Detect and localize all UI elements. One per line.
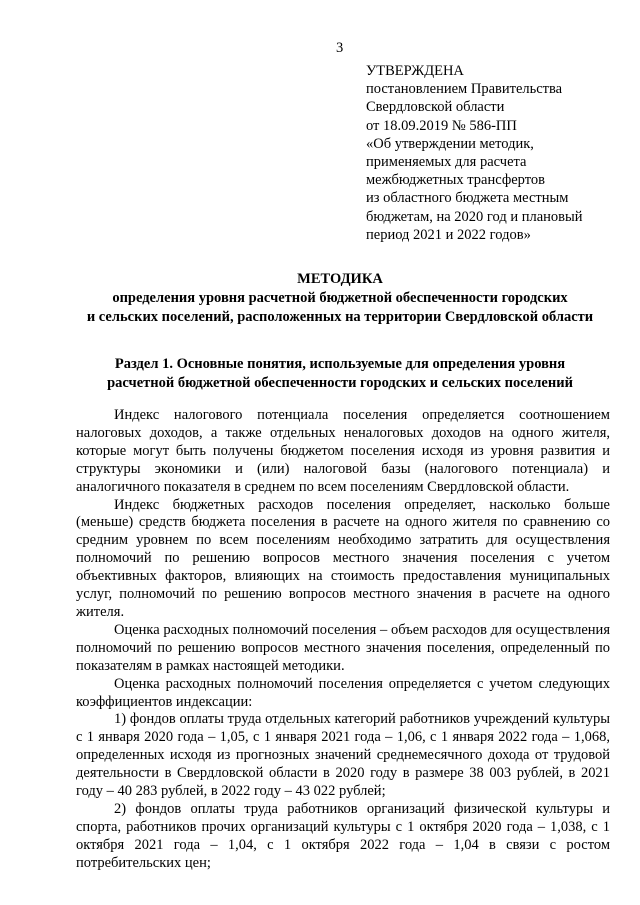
approval-line: Свердловской области (366, 99, 505, 116)
paragraph: Индекс налогового потенциала поселения определяется соотношением налоговых доходов, а также отдельных неналоговых доходов на одного жителя, которые могут быть получены бюджетом поселения исходя из уровня развития и структуры экономики и (или) налоговой базы (налогового потенциала) и аналогичного показателя в среднем по всем поселениям Свердловской области. (76, 407, 610, 495)
title-line: и сельских поселений, расположенных на территории Свердловской области (86, 309, 594, 325)
paragraph: 1) фондов оплаты труда отдельных категорий работников учреждений культуры с 1 января 2020 года – 1,05, с 1 января 2021 года – 1,06, с 1 января 2022 года – 1,068, определенных исходя из прогнозных значений среднемесячного дохода от трудовой деятельности в Свердловской области в 2020 году в размере 38 003 рублей, в 2021 году – 40 283 рублей, в 2022 году – 43 022 рублей; (76, 711, 610, 800)
section-line: Раздел 1. Основные понятия, используемые для определения уровня (114, 356, 566, 372)
approval-line: от 18.09.2019 № 586-ПП (366, 117, 517, 134)
section-line: расчетной бюджетной обеспеченности городских и сельских поселений (107, 375, 573, 391)
approval-line: «Об утверждении методик, (366, 135, 534, 152)
approval-line: период 2021 и 2022 годов» (366, 226, 531, 243)
document-title (40, 270, 640, 327)
paragraph: Оценка расходных полномочий поселения – объем расходов для осуществления полномочий по решению вопросов местного значения поселения, определенный по показателям в рамках настоящей методики. (76, 621, 610, 674)
approval-stamp (366, 62, 628, 244)
approval-line: из областного бюджета местным (366, 190, 569, 207)
paragraph: Индекс бюджетных расходов поселения определяет, насколько больше (меньше) средств бюджета поселения в расчете на одного жителя по сравнению со средним уровнем по всем поселениям необходимо затратить для осуществления полномочий по решению вопросов местного значения поселения с учетом объективных факторов, влияющих на стоимость предоставления муниципальных услуг, полномочий по решению вопросов местного значения в расчете на одного жителя. (76, 496, 610, 620)
approval-line: бюджетам, на 2020 год и плановый (366, 208, 583, 225)
paragraph: Оценка расходных полномочий поселения определяется с учетом следующих коэффициентов индексации: (76, 675, 610, 710)
title-line: определения уровня расчетной бюджетной обеспеченности городских (112, 290, 568, 306)
title-heading: МЕТОДИКА (297, 271, 383, 287)
paragraph: 2) фондов оплаты труда работников организаций физической культуры и спорта, работников прочих организаций культуры с 1 октября 2020 года – 1,038, с 1 октября 2021 года – 1,04, с 1 октября 2022 года – 1,04 в связи с ростом потребительских цен; (76, 800, 610, 871)
approval-line: межбюджетных трансфертов (366, 172, 545, 189)
approval-line: применяемых для расчета (366, 154, 527, 171)
approval-line: УТВЕРЖДЕНА (366, 63, 464, 79)
page-number: 3 (336, 40, 344, 56)
approval-line: постановлением Правительства (366, 81, 563, 98)
section-heading (40, 355, 640, 393)
document-body (76, 407, 610, 873)
